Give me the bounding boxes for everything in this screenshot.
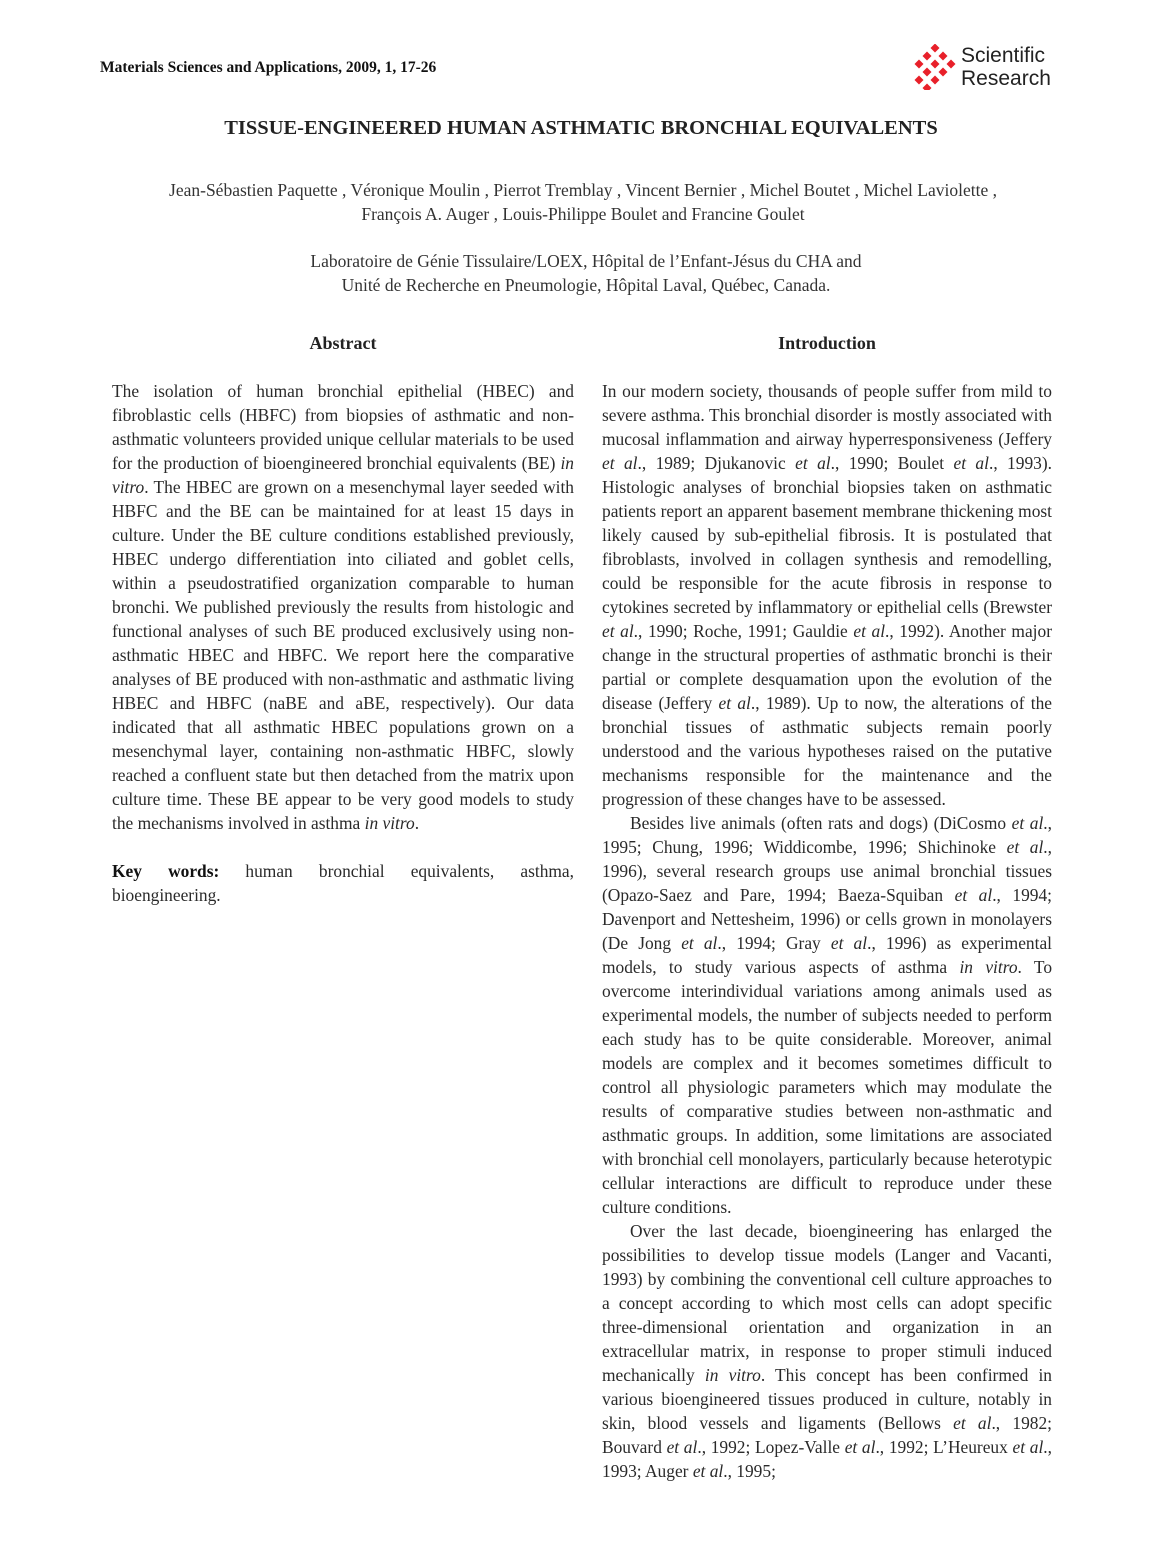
author-list [100,178,1066,226]
logo-diamond [939,68,948,77]
logo-diamond [923,68,932,77]
introduction-heading: Introduction [778,333,876,353]
logo-diamond [923,84,932,91]
logo-line2: Research [961,67,1051,90]
publisher-logo [913,44,1053,94]
journal-citation: Materials Sciences and Applications, 2009, 1, 17-26 [100,59,437,76]
logo-diamond [915,60,924,69]
logo-diamond [931,44,940,53]
abstract-column [112,379,574,907]
logo-diamond [915,76,924,85]
keywords: Key words: human bronchial equivalents, asthma, bioengineering. [112,861,574,905]
intro-paragraph-2: Besides live animals (often rats and dogs) (DiCosmo et al., 1995; Chung, 1996; Widdicombe, 1996; Shichinoke et al., 1996), several research groups use animal bronchial tissues (Opazo-Saez and Pare, 1994; Baeza-Squiban et al., 1994; Davenport and Nettesheim, 1996) or cells grown in monolayers (De Jong et al., 1994; Gray et al., 1996) as experimental models, to study various aspects of asthma in vitro. To overcome interindividual variations among animals used as experimental models, the number of subjects needed to perform each study has to be quite considerable. Moreover, animal models are complex and it becomes sometimes difficult to control all physiologic parameters which may modulate the results of comparative studies between non-asthmatic and asthmatic groups. In addition, some limitations are associated with bronchial cell monolayers, particularly because heterotypic cellular interactions are difficult to reproduce under these culture conditions. [602,813,1053,1217]
intro-paragraph-1: In our modern society, thousands of people suffer from mild to severe asthma. This bronchial disorder is mostly associated with mucosal inflammation and airway hyperresponsiveness (Jeffery et al., 1989; Djukanovic et al., 1990; Boulet et al., 1993). Histologic analyses of bronchial biopsies taken on asthmatic patients report an apparent basement membrane thickening most likely caused by sub-epithelial fibrosis. It is postulated that fibroblasts, involved in collagen synthesis and remodelling, could be responsible for the acute fibrosis in response to cytokines secreted by inflammatory or epithelial cells (Brewster et al., 1990; Roche, 1991; Gauldie et al., 1992). Another major change in the structural properties of asthmatic bronchi is their partial or complete desquamation upon the evolution of the disease (Jeffery et al., 1989). Up to now, the alterations of the bronchial tissues of asthmatic subjects remain poorly understood and the various hypotheses raised on the putative mechanisms responsible for the maintenance and the progression of these changes have to be assessed. [602,381,1052,809]
logo-line1: Scientific [961,44,1046,67]
paper-title: TISSUE-ENGINEERED HUMAN ASTHMATIC BRONCHIAL EQUIVALENTS [224,117,938,139]
abstract-paragraph: The isolation of human bronchial epithelial (HBEC) and fibroblastic cells (HBFC) from biopsies of asthmatic and non-asthmatic volunteers provided unique cellular materials to be used for the production of bioengineered bronchial equivalents (BE) in vitro. The HBEC are grown on a mesenchymal layer seeded with HBFC and the BE can be maintained for at least 15 days in culture. Under the BE culture conditions established previously, HBEC undergo differentiation into ciliated and goblet cells, within a pseudostratified organization comparable to human bronchi. We published previously the results from histologic and functional analyses of such BE produced exclusively using non-asthmatic HBEC and HBFC. We report here the comparative analyses of BE produced with non-asthmatic and asthmatic living HBEC and HBFC (naBE and aBE, respectively). Our data indicated that all asthmatic HBEC populations grown on a mesenchymal layer, containing non-asthmatic HBFC, slowly reached a confluent state but then detached from the matrix upon culture time. These BE appear to be very good models to study the mechanisms involved in asthma in vitro. [112,381,574,833]
affiliation-line-2: Unité de Recherche en Pneumologie, Hôpital Laval, Québec, Canada. [341,275,831,295]
diamond-cluster-icon [913,44,959,90]
logo-diamond [931,60,940,69]
affiliation [100,249,1072,297]
introduction-column [602,379,1052,1483]
affiliation-line-1: Laboratoire de Génie Tissulaire/LOEX, Hôpital de l’Enfant-Jésus du CHA and [310,251,862,271]
logo-diamond [947,60,956,69]
author-line-1: Jean-Sébastien Paquette , Véronique Moulin , Pierrot Tremblay , Vincent Bernier , Michel Boutet , Michel Laviolette , [169,180,997,200]
logo-diamond [931,76,940,85]
logo-wordmark [961,44,1051,90]
abstract-heading: Abstract [309,333,377,353]
logo-diamond [939,52,948,61]
author-line-2: François A. Auger , Louis-Philippe Boulet and Francine Goulet [361,204,805,224]
intro-paragraph-3: Over the last decade, bioengineering has enlarged the possibilities to develop tissue models (Langer and Vacanti, 1993) by combining the conventional cell culture approaches to a concept according to which most cells can adopt specific three-dimensional orientation and organization in an extracellular matrix, in response to proper stimuli induced mechanically in vitro. This concept has been confirmed in various bioengineered tissues produced in culture, notably in skin, blood vessels and ligaments (Bellows et al., 1982; Bouvard et al., 1992; Lopez-Valle et al., 1992; L’Heureux et al., 1993; Auger et al., 1995; [602,1221,1052,1481]
logo-diamond [923,52,932,61]
